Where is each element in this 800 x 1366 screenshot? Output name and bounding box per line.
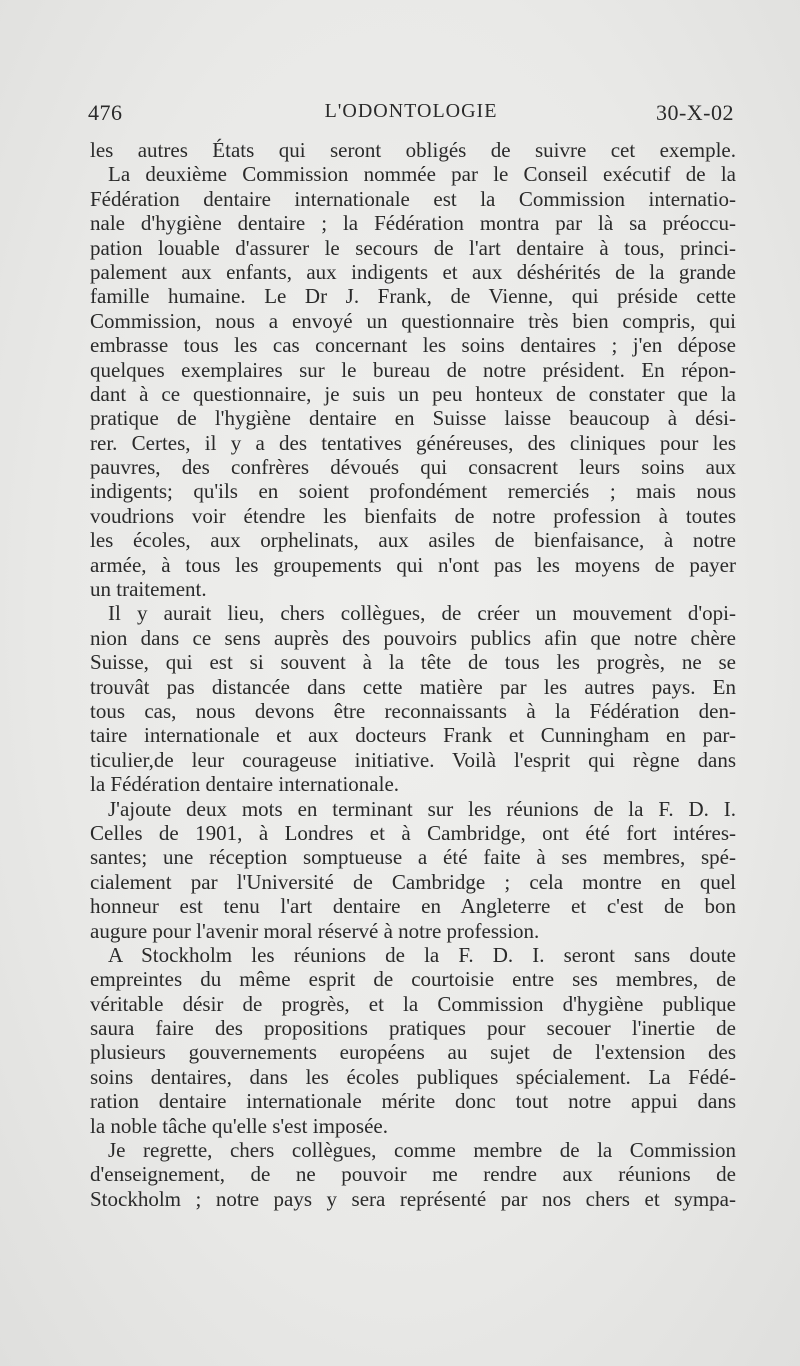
text-line: indigents; qu'ils en soient profondément remerciés ; mais nous bbox=[90, 479, 736, 504]
issue-date: 30-X-02 bbox=[655, 100, 734, 125]
text-line: véritable désir de progrès, et la Commission d'hygiène publique bbox=[90, 991, 736, 1016]
text-line: nion dans ce sens auprès des pouvoirs publics afin que notre chère bbox=[90, 625, 736, 650]
text-line: les autres États qui seront obligés de suivre cet exemple. bbox=[90, 138, 736, 162]
text-line: pation louable d'assurer le secours de l'art dentaire à tous, princi- bbox=[90, 235, 736, 260]
text-line: embrasse tous les cas concernant les soins dentaires ; j'en dépose bbox=[90, 333, 736, 358]
text-line: la noble tâche qu'elle s'est imposée. bbox=[90, 1113, 388, 1138]
text-line: Je regrette, chers collègues, comme membre de la Commission bbox=[108, 1138, 736, 1163]
text-line: palement aux enfants, aux indigents et aux déshérités de la grande bbox=[90, 259, 736, 284]
text-line: Il y aurait lieu, chers collègues, de créer un mouvement d'opi- bbox=[108, 601, 736, 626]
text-line: tous cas, nous devons être reconnaissants à la Fédération den- bbox=[90, 698, 736, 723]
text-line: famille humaine. Le Dr J. Frank, de Vienne, qui préside cette bbox=[90, 284, 736, 309]
text-line: saura faire des propositions pratiques pour secouer l'inertie de bbox=[90, 1016, 736, 1041]
text-line: A Stockholm les réunions de la F. D. I. seront sans doute bbox=[108, 942, 736, 967]
text-line: un traitement. bbox=[90, 577, 207, 602]
text-line: augure pour l'avenir moral réservé à notre profession. bbox=[90, 918, 540, 943]
text-line: J'ajoute deux mots en terminant sur les réunions de la F. D. I. bbox=[108, 796, 736, 821]
text-line: santes; une réception somptueuse a été faite à ses membres, spé- bbox=[90, 845, 736, 870]
text-line: Fédération dentaire internationale est la Commission internatio- bbox=[90, 186, 736, 211]
text-line: plusieurs gouvernements européens au sujet de l'extension des bbox=[90, 1040, 736, 1065]
text-line: la Fédération dentaire internationale. bbox=[90, 772, 400, 797]
text-line: dant à ce questionnaire, je suis un peu honteux de constater que la bbox=[90, 381, 736, 406]
body-text bbox=[90, 138, 736, 1211]
text-line: Suisse, qui est si souvent à la tête de tous les progrès, ne se bbox=[90, 650, 736, 675]
text-line: trouvât pas distancée dans cette matière par les autres pays. En bbox=[90, 674, 736, 699]
text-line: honneur est tenu l'art dentaire en Angleterre et c'est de bon bbox=[90, 894, 736, 919]
text-line: Celles de 1901, à Londres et à Cambridge, ont été fort intéres- bbox=[90, 820, 736, 845]
text-line: Commission, nous a envoyé un questionnaire très bien compris, qui bbox=[90, 308, 736, 333]
running-head bbox=[88, 100, 734, 130]
text-line: taire internationale et aux docteurs Frank et Cunningham en par- bbox=[90, 723, 736, 748]
text-line: La deuxième Commission nommée par le Conseil exécutif de la bbox=[108, 162, 736, 187]
text-line: voudrions voir étendre les bienfaits de notre profession à toutes bbox=[90, 503, 736, 528]
text-line: armée, à tous les groupements qui n'ont pas les moyens de payer bbox=[90, 552, 736, 577]
text-line: Stockholm ; notre pays y sera représenté par nos chers et sympa- bbox=[90, 1186, 736, 1211]
text-line: empreintes du même esprit de courtoisie entre ses membres, de bbox=[90, 967, 736, 992]
text-line: nale d'hygiène dentaire ; la Fédération montra par là sa préoccu- bbox=[90, 211, 736, 236]
text-line: ration dentaire internationale mérite donc tout notre appui dans bbox=[90, 1089, 736, 1114]
journal-title: L'ODONTOLOGIE bbox=[324, 100, 498, 122]
text-line: d'enseignement, de ne pouvoir me rendre aux réunions de bbox=[90, 1162, 736, 1187]
text-line: cialement par l'Université de Cambridge ; cela montre en quel bbox=[90, 869, 736, 894]
text-line: quelques exemplaires sur le bureau de notre président. En répon- bbox=[90, 357, 736, 382]
text-line: pratique de l'hygiène dentaire en Suisse laisse beaucoup à dési- bbox=[90, 406, 736, 431]
text-line: pauvres, des confrères dévoués qui consacrent leurs soins aux bbox=[90, 455, 736, 480]
text-line: soins dentaires, dans les écoles publiques spécialement. La Fédé- bbox=[90, 1064, 736, 1089]
text-line: rer. Certes, il y a des tentatives généreuses, des cliniques pour les bbox=[90, 430, 736, 455]
text-line: ticulier,de leur courageuse initiative. Voilà l'esprit qui règne dans bbox=[90, 747, 736, 772]
text-line: les écoles, aux orphelinats, aux asiles de bienfaisance, à notre bbox=[90, 528, 736, 553]
page-number: 476 bbox=[88, 100, 123, 125]
